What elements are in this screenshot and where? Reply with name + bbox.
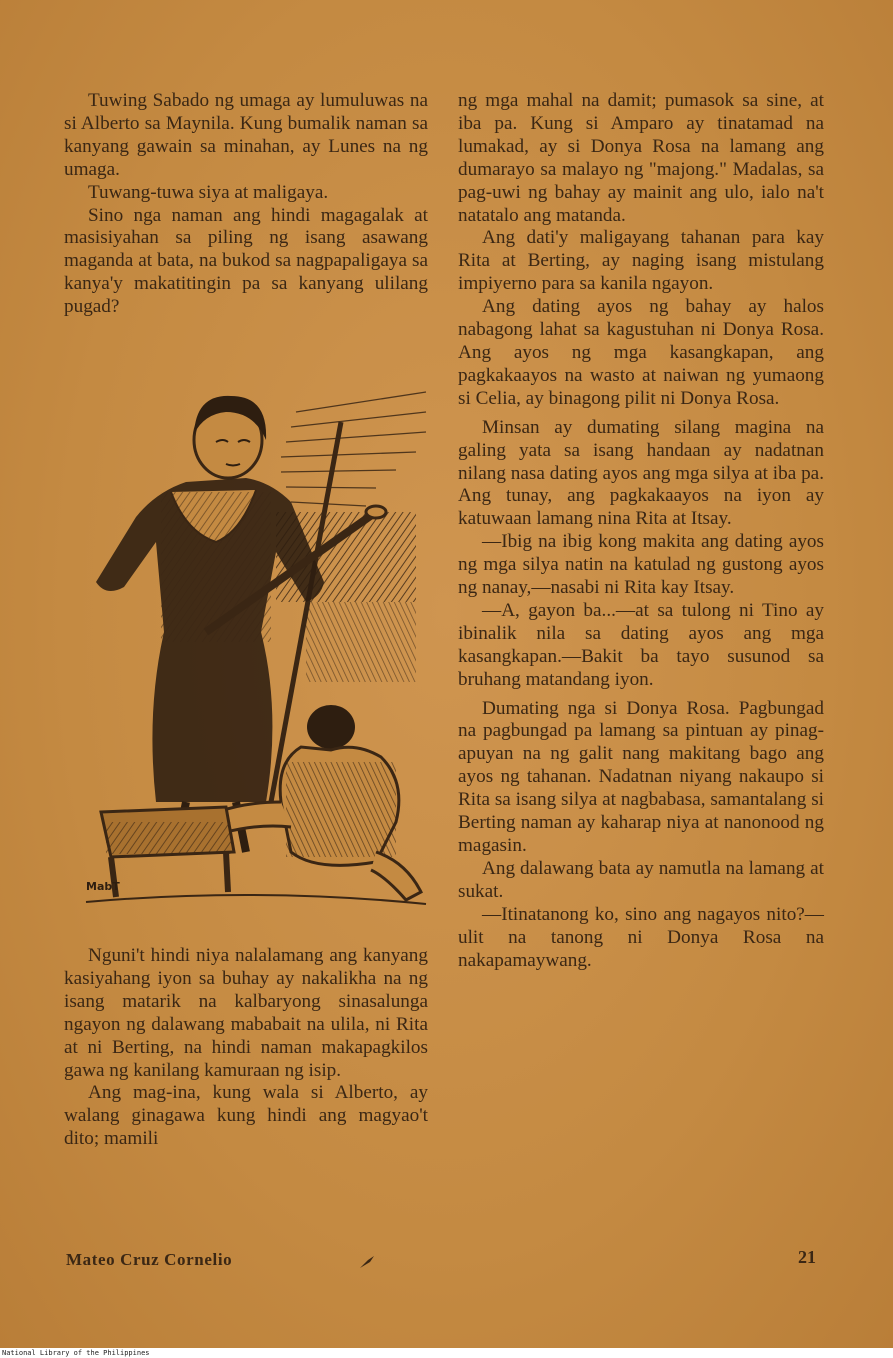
paragraph: —Itinatanong ko, sino ang nagayos nito?—ulit na tanong ni Donya Rosa na nakapamaywang. <box>458 903 824 971</box>
woodcut-illustration <box>76 382 430 910</box>
paragraph: Ang dating ayos ng bahay ay halos nabagong lahat sa kagustuhan ni Donya Rosa. Ang ayos ng mga kasangkapan, ang pagkakaayos na wasto at naiwan ng yumaong si Celia, ay binagong pilit ni Donya Rosa. <box>458 296 824 409</box>
paragraph: Ang dati'y maligayang tahanan para kay Rita at Berting, ay naging isang mistulang impiyerno para sa kanila ngayon. <box>458 227 824 295</box>
paragraph: Ang mag-ina, kung wala si Alberto, ay walang ginagawa kung hindi ang magyao't dito; mamili <box>64 1082 428 1150</box>
left-column-bottom <box>64 945 428 1151</box>
page-number: 21 <box>798 1247 816 1267</box>
paragraph: Minsan ay dumating silang magina na galing yata sa isang handaan ay nadatnan nilang nasa dating ayos ang mga silya at iba pa. Ang tunay, ang pagkakaayos na iyon ay katuwaan lamang nina Rita at Itsay. <box>458 416 824 530</box>
left-column-top <box>64 90 428 319</box>
library-credit: National Library of the Philippines <box>2 1349 150 1357</box>
paragraph: ng mga mahal na damit; pumasok sa sine, at iba pa. Kung si Amparo ay tinatamad na lumakad, ay si Donya Rosa na lamang ang dumarayo sa malayo ng "majong." Madalas, sa pag-uwi ng bahay ay mainit ang ulo, ialo na't natatalo ang matanda. <box>458 90 824 226</box>
paragraph: Tuwing Sabado ng umaga ay lumuluwas na si Alberto sa Maynila. Kung bumalik naman sa kanyang gawain sa minahan, ay Lunes na ng umaga. <box>64 90 428 180</box>
background-hatching <box>281 392 426 506</box>
paragraph: Nguni't hindi niya nalalamang ang kanyang kasiyahang iyon sa buhay ay nakalikha na ng isang matarik na kalbaryong sinasalunga ngayon ng dalawang mababait na ulila, ni Rita at ni Berting, na hindi naman makapagkilos gawa ng kanilang kamuraan ng isip. <box>64 945 428 1081</box>
paragraph: Tuwang-tuwa siya at maligaya. <box>88 181 329 203</box>
author-name: Mateo Cruz Cornelio <box>66 1250 233 1269</box>
paragraph: Sino nga naman ang hindi magagalak at masisiyahan sa piling ng isang asawang maganda at bata, na bukod sa nagpapaligaya sa kanya'y makatitingin pa sa kanyang ulilang pugad? <box>64 204 428 318</box>
paragraph: —Ibig na ibig kong makita ang dating ayos ng mga silya natin na katulad ng gustong ayos ng nanay,—nasabi ni Rita kay Itsay. <box>458 531 824 599</box>
paragraph: Dumating nga si Donya Rosa. Pagbungad na pagbungad pa lamang sa pintuan ay pinag-apuyan na ng galit nang makitang bago ang ayos ng tahanan. Nadatnan niyang nakaupo si Rita sa isang silya at nagbabasa, samantalang si Berting naman ay kaharap niya at nanonood ng magasin. <box>458 697 824 856</box>
paragraph: —A, gayon ba...—at sa tulong ni Tino ay ibinalik nila sa dating ayos ang mga kasangkapan.—Bakit ba tayo susunod sa bruhang matandang iyon. <box>458 599 824 690</box>
illustration-signature: MabT <box>86 880 120 893</box>
ornament-icon <box>358 1254 376 1270</box>
right-column <box>458 90 824 972</box>
paragraph: Ang dalawang bata ay namutla na lamang at sukat. <box>458 857 824 902</box>
